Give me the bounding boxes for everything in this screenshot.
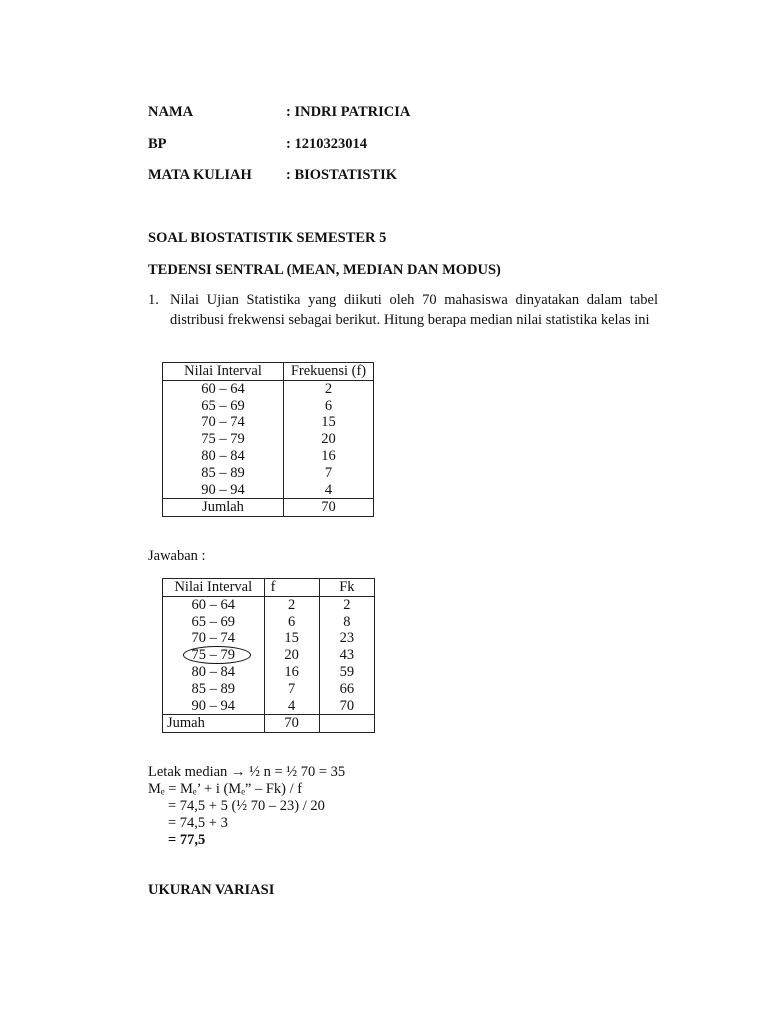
table-total-row (163, 715, 375, 733)
table-cell: 7 (284, 465, 374, 482)
total-value: 70 (284, 499, 374, 517)
table-cell: 16 (284, 448, 374, 465)
table-total-row (163, 499, 374, 517)
median-position-formula: ½ n = ½ 70 = 35 (245, 764, 346, 780)
table-cell: 43 (319, 647, 374, 664)
question-text: Nilai Ujian Statistika yang diikuti oleh 70 mahasiswa dinyatakan dalam tabel distribusi frekwensi sebagai berikut. Hitung berapa median nilai statistika kelas ini (170, 292, 658, 328)
median-formula: Mₑ = Mₑ’ + i (Mₑ” – Fk) / f (148, 781, 303, 797)
table-row (163, 482, 374, 499)
calc-step-1: = 74,5 + 5 (½ 70 – 23) / 20 (168, 798, 325, 814)
table-cell: 80 – 84 (163, 448, 284, 465)
table-cell: 70 – 74 (163, 630, 265, 647)
total-label: Jumah (163, 715, 265, 733)
table-cell: 6 (264, 614, 319, 631)
median-class-circle (183, 646, 251, 664)
table-row (163, 448, 374, 465)
table-header: Frekuensi (f) (284, 363, 374, 381)
mata-kuliah-label: MATA KULIAH (148, 167, 252, 183)
mata-kuliah-value: : BIOSTATISTIK (286, 167, 398, 183)
table-cell: 90 – 94 (163, 698, 265, 715)
median-position-text: Letak median (148, 764, 231, 780)
table-row-median-class (163, 647, 375, 664)
table-cell: 70 – 74 (163, 414, 284, 431)
median-class-cell (163, 647, 265, 664)
table-cell: 65 – 69 (163, 398, 284, 415)
table-cell: 70 (319, 698, 374, 715)
table-cell: 16 (264, 664, 319, 681)
table-row (163, 431, 374, 448)
total-value: 70 (264, 715, 319, 733)
table-cell: 23 (319, 630, 374, 647)
table-cell: 15 (264, 630, 319, 647)
table-cell-text: 75 – 79 (191, 647, 236, 664)
nama-value: : INDRI PATRICIA (286, 104, 411, 120)
section-heading-tendensi: TEDENSI SENTRAL (MEAN, MEDIAN DAN MODUS) (148, 262, 501, 278)
table-row (163, 698, 375, 715)
calc-result: = 77,5 (168, 832, 206, 848)
question-number: 1. (148, 292, 159, 308)
total-empty-cell (319, 715, 374, 733)
frequency-table (162, 362, 374, 517)
table-header: Nilai Interval (163, 579, 265, 597)
table-header: Fk (319, 579, 374, 597)
arrow-right-icon: → (230, 764, 246, 780)
nama-label: NAMA (148, 104, 194, 120)
table-header: f (264, 579, 319, 597)
table-cell: 85 – 89 (163, 465, 284, 482)
table-cell: 66 (319, 681, 374, 698)
section-heading-ukuran-variasi: UKURAN VARIASI (148, 882, 275, 898)
table-cell: 15 (284, 414, 374, 431)
bp-value: : 1210323014 (286, 136, 367, 152)
table-cell: 20 (264, 647, 319, 664)
document-title: SOAL BIOSTATISTIK SEMESTER 5 (148, 230, 387, 246)
table-cell: 75 – 79 (163, 431, 284, 448)
table-cell: 2 (319, 596, 374, 613)
table-row (163, 596, 375, 613)
cumulative-frequency-table (162, 578, 375, 733)
table-cell: 4 (264, 698, 319, 715)
table-cell: 6 (284, 398, 374, 415)
table-header: Nilai Interval (163, 363, 284, 381)
table-row (163, 664, 375, 681)
table-cell: 59 (319, 664, 374, 681)
table-cell: 8 (319, 614, 374, 631)
bp-label: BP (148, 136, 167, 152)
table-row (163, 414, 374, 431)
table-cell: 2 (264, 596, 319, 613)
table-row (163, 630, 375, 647)
table-row (163, 380, 374, 397)
table-row (163, 614, 375, 631)
table-cell: 60 – 64 (163, 596, 265, 613)
table-cell: 2 (284, 380, 374, 397)
total-label: Jumlah (163, 499, 284, 517)
table-cell: 20 (284, 431, 374, 448)
table-cell: 85 – 89 (163, 681, 265, 698)
table-row (163, 398, 374, 415)
table-cell: 80 – 84 (163, 664, 265, 681)
table-cell: 7 (264, 681, 319, 698)
table-cell: 65 – 69 (163, 614, 265, 631)
table-cell: 4 (284, 482, 374, 499)
table-row (163, 681, 375, 698)
calc-step-2: = 74,5 + 3 (168, 815, 228, 831)
answer-label: Jawaban : (148, 548, 206, 564)
table-row (163, 465, 374, 482)
median-position-line (148, 764, 345, 781)
table-cell: 90 – 94 (163, 482, 284, 499)
table-cell: 60 – 64 (163, 380, 284, 397)
